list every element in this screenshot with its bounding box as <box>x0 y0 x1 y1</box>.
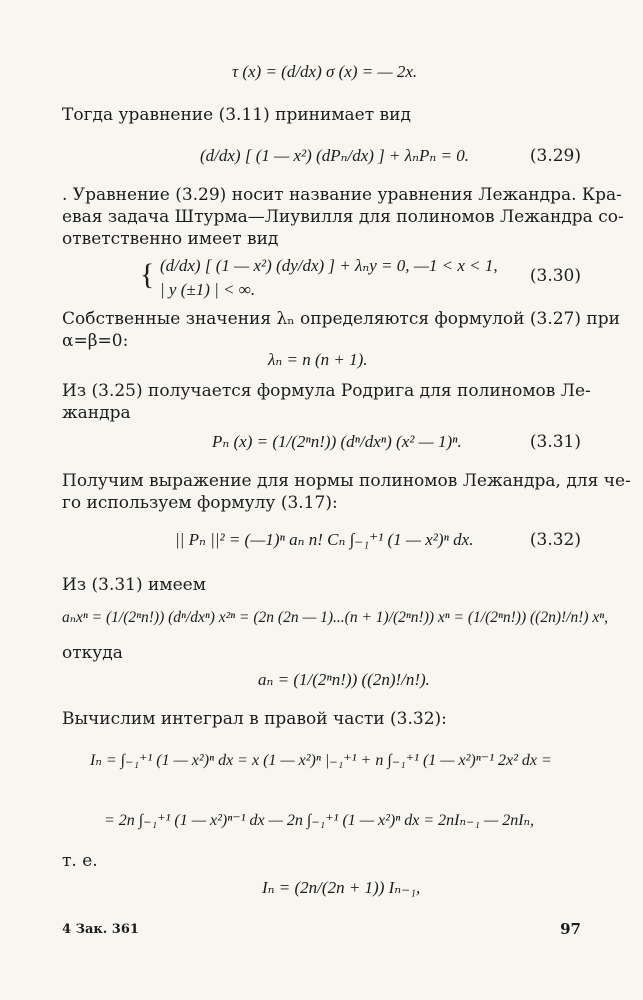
system-brace: { <box>140 258 155 291</box>
paragraph-7: откуда <box>62 643 123 663</box>
paragraph-3-line-2: α=β=0: <box>62 331 129 351</box>
paragraph-5-line-1: Получим выражение для нормы полиномов Лежандра, для че- <box>62 471 631 491</box>
equation-in-recurrence: Iₙ = (2n/(2n + 1)) Iₙ₋₁, <box>262 878 421 897</box>
eq-number-3-30: (3.30) <box>529 266 581 286</box>
equation-tau: τ (x) = (d/dx) σ (x) = — 2x. <box>232 62 418 81</box>
paragraph-8: Вычислим интеграл в правой части (3.32): <box>62 709 447 729</box>
paragraph-2-line-1: . Уравнение (3.29) носит название уравнения Лежандра. Кра- <box>62 185 622 205</box>
paragraph-5-line-2: го используем формулу (3.17): <box>62 493 338 513</box>
paragraph-1: Тогда уравнение (3.11) принимает вид <box>62 105 411 125</box>
equation-3-32: || Pₙ ||² = (—1)ⁿ aₙ n! Cₙ ∫₋₁⁺¹ (1 — x²)ⁿ dx. <box>175 530 474 549</box>
equation-3-30-line-1: (d/dx) [ (1 — x²) (dy/dx) ] + λₙy = 0, —1 < x < 1, <box>160 256 498 275</box>
paragraph-2-line-3: ответственно имеет вид <box>62 229 279 249</box>
paragraph-9: т. е. <box>62 851 98 871</box>
footer-signature: 4 Зак. 361 <box>62 922 139 937</box>
equation-an: aₙ = (1/(2ⁿn!)) ((2n)!/n!). <box>258 670 430 689</box>
equation-in-line-1: Iₙ = ∫₋₁⁺¹ (1 — x²)ⁿ dx = x (1 — x²)ⁿ |₋₁⁺¹ + n ∫₋₁⁺¹ (1 — x²)ⁿ⁻¹ 2x² dx = <box>90 752 552 769</box>
equation-lambda: λₙ = n (n + 1). <box>268 350 368 369</box>
equation-3-30-line-2: | y (±1) | < ∞. <box>160 280 256 299</box>
eq-number-3-32: (3.32) <box>529 530 581 550</box>
equation-in-line-2: = 2n ∫₋₁⁺¹ (1 — x²)ⁿ⁻¹ dx — 2n ∫₋₁⁺¹ (1 — x²)ⁿ dx = 2nIₙ₋₁ — 2nIₙ, <box>104 812 535 829</box>
page-number: 97 <box>560 920 581 938</box>
paragraph-6: Из (3.31) имеем <box>62 575 206 595</box>
equation-an-xn: aₙxⁿ = (1/(2ⁿn!)) (dⁿ/dxⁿ) x²ⁿ = (2n (2n — 1)...(n + 1)/(2ⁿn!)) xⁿ = (1/(2ⁿn!)) ((2n)!/n!) xⁿ, <box>62 609 609 626</box>
equation-3-29: (d/dx) [ (1 — x²) (dPₙ/dx) ] + λₙPₙ = 0. <box>200 146 469 165</box>
paragraph-4-line-1: Из (3.25) получается формула Родрига для полиномов Ле- <box>62 381 591 401</box>
paragraph-4-line-2: жандра <box>62 403 131 423</box>
paragraph-2-line-2: евая задача Штурма—Лиувилля для полиномов Лежандра со- <box>62 207 624 227</box>
equation-3-31: Pₙ (x) = (1/(2ⁿn!)) (dⁿ/dxⁿ) (x² — 1)ⁿ. <box>212 432 462 451</box>
eq-number-3-31: (3.31) <box>529 432 581 452</box>
paragraph-3-line-1: Собственные значения λₙ определяются формулой (3.27) при <box>62 309 620 329</box>
eq-number-3-29: (3.29) <box>529 146 581 166</box>
